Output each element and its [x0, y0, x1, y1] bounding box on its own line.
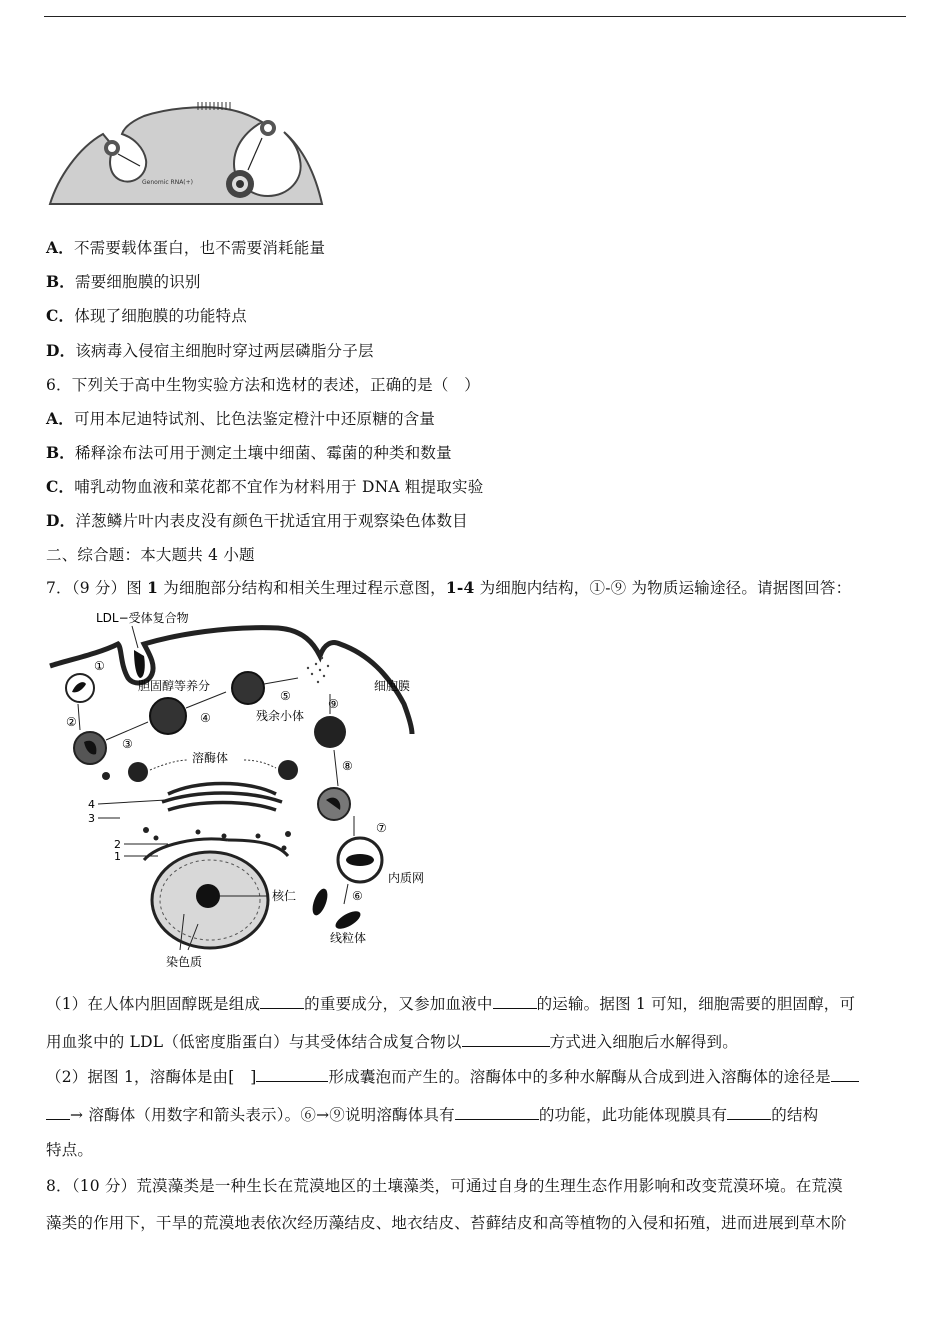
svg-text:3: 3 [88, 812, 95, 825]
svg-text:残余小体: 残余小体 [256, 709, 305, 723]
q8-line2: 藻类的作用下，干旱的荒漠地表依次经历藻结皮、地衣结皮、苔藓结皮和高等植物的入侵和拓殖，进而进展到草木阶 [46, 1214, 847, 1232]
q5-option-b: B．需要细胞膜的识别 [46, 272, 201, 291]
svg-text:②: ② [66, 715, 77, 729]
q5-option-c: C．体现了细胞膜的功能特点 [46, 306, 247, 325]
svg-text:溶酶体: 溶酶体 [192, 751, 229, 765]
q6-option-c: C．哺乳动物血液和菜花都不宜作为材料用于 DNA 粗提取实验 [46, 477, 484, 496]
svg-text:Genomic RNA(+): Genomic RNA(+) [142, 179, 194, 186]
q8-line1: 8．（10 分）荒漠藻类是一种生长在荒漠地区的土壤藻类，可通过自身的生理生态作用影响和改变荒漠环境。在荒漠 [46, 1177, 843, 1195]
virus-entry-figure [48, 98, 328, 208]
q7-part2-line3: 特点。 [46, 1141, 94, 1159]
svg-text:⑥: ⑥ [352, 889, 363, 903]
q6-stem: 6．下列关于高中生物实验方法和选材的表述，正确的是（ ） [46, 376, 480, 394]
q5-option-d: D．该病毒入侵宿主细胞时穿过两层磷脂分子层 [46, 341, 374, 360]
svg-text:核仁: 核仁 [272, 889, 297, 903]
svg-text:染色质: 染色质 [166, 955, 203, 969]
header-rule [44, 16, 906, 17]
cell-diagram-figure [48, 604, 468, 976]
svg-text:⑦: ⑦ [376, 821, 387, 835]
svg-text:胆固醇等养分: 胆固醇等养分 [138, 679, 211, 693]
svg-text:④: ④ [200, 711, 211, 725]
q6-option-a: A．可用本尼迪特试剂、比色法鉴定橙汁中还原糖的含量 [46, 409, 436, 428]
svg-text:⑨: ⑨ [328, 697, 339, 711]
svg-text:①: ① [94, 659, 105, 673]
q7-part2-line1: （2）据图 1，溶酶体是由[ ] 形成囊泡而产生的。溶酶体中的多种水解酶从合成到进入溶酶体的途径是 [46, 1065, 859, 1087]
section-heading: 二、综合题：本大题共 4 小题 [46, 546, 255, 564]
svg-text:2: 2 [114, 838, 121, 851]
svg-text:4: 4 [88, 798, 95, 811]
q6-option-d: D．洋葱鳞片叶内表皮没有颜色干扰适宜用于观察染色体数目 [46, 511, 468, 530]
svg-text:线粒体: 线粒体 [330, 931, 367, 945]
q7-part1-line1: （1）在人体内胆固醇既是组成 的重要成分，又参加血液中 的运输。据图 1 可知，细胞需要的胆固醇，可 [46, 995, 856, 1013]
svg-text:⑤: ⑤ [280, 689, 291, 703]
q7-part2-line2: → 溶酶体（用数字和箭头表示）。⑥→⑨说明溶酶体具有 的功能，此功能体现膜具有 的结构 [46, 1103, 818, 1125]
q6-option-b: B．稀释涂布法可用于测定土壤中细菌、霉菌的种类和数量 [46, 443, 452, 462]
q5-option-a: A．不需要载体蛋白，也不需要消耗能量 [46, 238, 326, 257]
svg-text:1: 1 [114, 850, 121, 863]
q7-stem: 7．（9 分）图 1 为细胞部分结构和相关生理过程示意图，1-4 为细胞内结构，①-⑨ 为物质运输途径。请据图回答： [46, 578, 852, 597]
svg-text:③: ③ [122, 737, 133, 751]
svg-text:细胞膜: 细胞膜 [374, 679, 411, 693]
svg-text:内质网: 内质网 [388, 871, 425, 885]
svg-text:⑧: ⑧ [342, 759, 353, 773]
q7-part1-line2: 用血浆中的 LDL（低密度脂蛋白）与其受体结合成复合物以 方式进入细胞后水解得到。 [46, 1033, 738, 1051]
svg-text:LDL−受体复合物: LDL−受体复合物 [96, 611, 189, 625]
